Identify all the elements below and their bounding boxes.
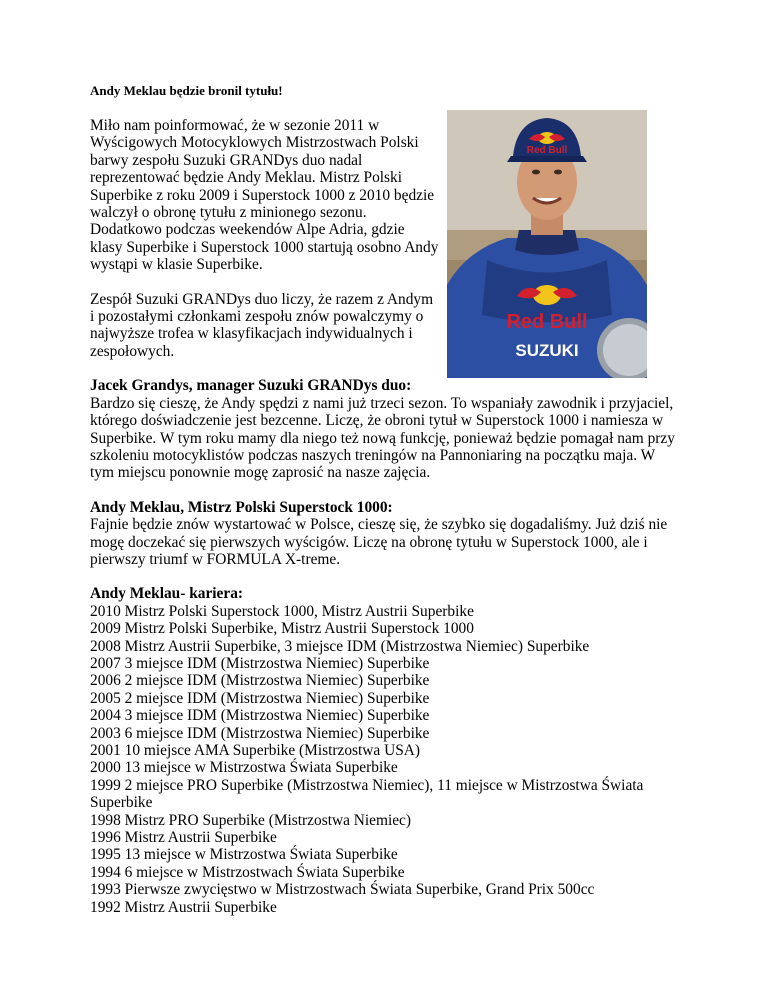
grandys-quote: Bardzo się cieszę, że Andy spędzi z nami już trzeci sezon. To wspaniały zawodnik i przyjaciel, którego doświadczenie jest bezcenne. Liczę, że obroni tytuł w Superstock 1000 i namiesza w Superbike. W tym roku mamy dla niego też nową funkcję, ponieważ będzie pomagał nam przy szkoleniu motocyklistów podczas naszych treningów na Pannoniaring na początku maja. W tym miejscu ponownie mogę zaprosić na nasze zajęcia. [90, 394, 675, 482]
career-item: 1993 Pierwsze zwycięstwo w Mistrzostwach Świata Superbike, Grand Prix 500cc [90, 881, 595, 899]
suit-redbull-text: Red Bull [506, 311, 588, 333]
career-item: 1996 Mistrz Austrii Superbike [90, 829, 277, 847]
career-item: 1994 6 miejsce w Mistrzostwach Świata Superbike [90, 863, 405, 881]
career-item: 2003 6 miejsce IDM (Mistrzostwa Niemiec) Superbike [90, 724, 430, 742]
career-item: 2006 2 miejsce IDM (Mistrzostwa Niemiec) Superbike [90, 672, 430, 690]
career-item: 1992 Mistrz Austrii Superbike [90, 898, 277, 916]
suit-suzuki-text: SUZUKI [515, 341, 579, 360]
career-item: 2000 13 miejsce w Mistrzostwa Świata Superbike [90, 759, 398, 777]
career-item: 1999 2 miejsce PRO Superbike (Mistrzostwa Niemiec), 11 miejsce w Mistrzostwa Świata Superbike [90, 776, 644, 812]
career-section [90, 585, 680, 916]
grandys-section [90, 377, 680, 481]
career-item: 2004 3 miejsce IDM (Mistrzostwa Niemiec) Superbike [90, 707, 430, 725]
article-body [90, 117, 680, 916]
career-heading: Andy Meklau- kariera: [90, 585, 244, 603]
career-item: 2005 2 miejsce IDM (Mistrzostwa Niemiec) Superbike [90, 689, 430, 707]
career-item: 2010 Mistrz Polski Superstock 1000, Mistrz Austrii Superbike [90, 602, 474, 620]
intro-paragraph-1: Miło nam poinformować, że w sezonie 2011 w Wyścigowych Motocyklowych Mistrzostwach Polski barwy zespołu Suzuki GRANDys duo nadal reprezentować będzie Andy Meklau. Mistrz Polski Superbike z roku 2009 i Superstock 1000 z 2010 będzie walczył o obronę tytułu z minionego sezonu. Dodatkowo podczas weekendów Alpe Adria, gdzie klasy Superbike i Superstock 1000 startują osobno Andy wystąpi w klasie Superbike. [90, 117, 439, 274]
career-list [90, 603, 680, 916]
cap-redbull-text: Red Bull [526, 145, 568, 156]
career-item: 2008 Mistrz Austrii Superbike, 3 miejsce IDM (Mistrzostwa Niemiec) Superbike [90, 637, 590, 655]
meklau-quote: Fajnie będzie znów wystartować w Polsce, cieszę się, że szybko się dogadaliśmy. Już dziś nie mogę doczekać się pierwszych wyścigów. Liczę na obronę tytułu w Superstock 1000, ale i pierwszy triumf w FORMULA X-treme. [90, 516, 668, 568]
photo-spacer [440, 117, 680, 379]
intro-paragraph-2: Zespół Suzuki GRANDys duo liczy, że razem z Andym i pozostałymi członkami zespołu znów powalczymy o najwyższe trofea w klasyfikacjach indywidualnych i zespołowych. [90, 290, 434, 360]
career-item: 2001 10 miejsce AMA Superbike (Mistrzostwa USA) [90, 742, 421, 759]
meklau-section [90, 499, 680, 569]
grandys-heading: Jacek Grandys, manager Suzuki GRANDys duo: [90, 377, 412, 395]
meklau-heading: Andy Meklau, Mistrz Polski Superstock 1000: [90, 498, 393, 516]
career-item: 1998 Mistrz PRO Superbike (Mistrzostwa Niemiec) [90, 811, 412, 829]
document-title: Andy Meklau będzie bronil tytułu! [90, 83, 283, 98]
career-item: 1995 13 miejsce w Mistrzostwa Świata Superbike [90, 846, 398, 864]
career-item: 2007 3 miejsce IDM (Mistrzostwa Niemiec) Superbike [90, 654, 430, 672]
career-item: 2009 Mistrz Polski Superbike, Mistrz Austrii Superstock 1000 [90, 620, 474, 638]
